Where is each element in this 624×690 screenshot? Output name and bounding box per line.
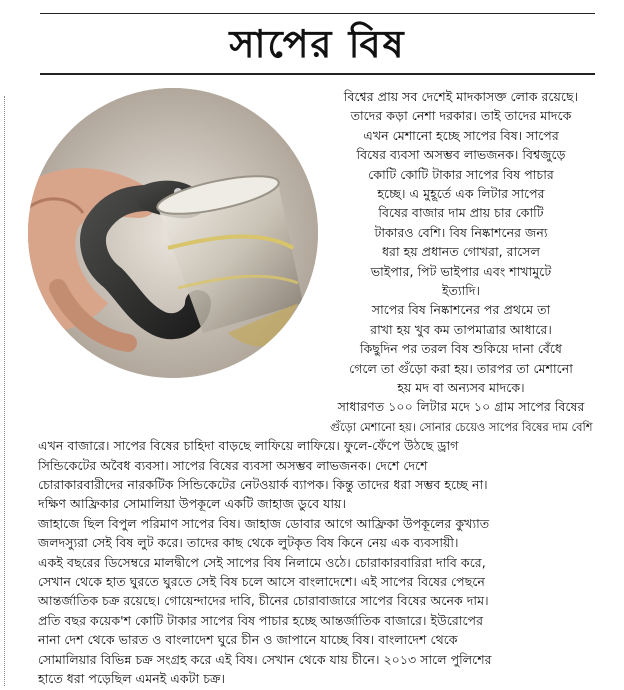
article-line: একই বছরের ডিসেম্বরে মালদ্বীপে সেই সাপের বিষ নিলামে ওঠে। চোরাকারবারিরা দাবি করে, <box>38 554 486 570</box>
headline: সাপের বিষ <box>229 21 406 66</box>
article-line: জলদস্যুরা সেই বিষ লুট করে। তাদের কাছ থেকে লুটকৃত বিষ কিনে নেয় এক ব্যবসায়ী। <box>38 535 459 551</box>
article-line: বিষের ব্যবসা অসম্ভব লাভজনক। বিশ্বজুড়ে <box>356 147 566 163</box>
article-line: চোরাকারবারীদের নারকটিক সিন্ডিকেটের নেটওয়ার্ক ব্যাপক। কিন্তু তাদের ধরা সম্ভব হচ্ছে না। <box>38 477 488 492</box>
article-line: এখন মেশানো হচ্ছে সাপের বিষ। সাপের <box>363 127 559 143</box>
article-line: আন্তর্জাতিক চক্র রয়েছে। গোয়েন্দাদের দাবি, চীনের চোরাবাজারে সাপের বিষের অনেক দাম। <box>38 593 489 609</box>
article-line: এখন বাজারে। সাপের বিষের চাহিদা বাড়ছে লাফিয়ে লাফিয়ে। ফুলে-ফেঁপে উঠছে ড্রাগ <box>38 438 459 454</box>
article-line: সাপের বিষ নিষ্কাশনের পর প্রথমে তা <box>371 302 551 318</box>
article-line: ইত্যাদি। <box>441 283 481 298</box>
article-line: জাহাজে ছিল বিপুল পরিমাণ সাপের বিষ। জাহাজ ডোবার আগে আফ্রিকা উপকূলের কুখ্যাত <box>38 515 490 531</box>
article-line: প্রতি বছর কয়েক'শ কোটি টাকার সাপের বিষ পাচার হচ্ছে আন্তর্জাতিক বাজারে। ইউরোপের <box>38 612 484 628</box>
article-line: গেলে তা গুঁড়ো করা হয়। তারপর তা মেশানো <box>349 360 573 376</box>
article-line: ধরা হয় প্রধানত গোখরা, রাসেল <box>382 244 540 260</box>
article-line: দক্ষিণ আফ্রিকার সোমালিয়া উপকূলে একটি জাহাজ ডুবে যায়। <box>38 496 346 512</box>
article-line: নানা দেশ থেকে ভারত ও বাংলাদেশ ঘুরে চীন ও জাপানে যাচ্ছে বিষ। বাংলাদেশ থেকে <box>38 632 458 648</box>
article-line: গুঁড়ো মেশানো হয়। সোনার চেয়েও সাপের বিষের দাম বেশি <box>330 419 593 434</box>
article-line: হয় মদ বা অন্যসব মাদকে। <box>397 380 525 395</box>
article-line: কোটি কোটি টাকার সাপের বিষ পাচার <box>368 166 554 182</box>
article-line: তাদের কড়া নেশা দরকার। তাই তাদের মাদকে <box>350 108 572 124</box>
article-line: ভাইপার, পিট ভাইপার এবং শাখামুটে <box>370 263 552 279</box>
article-line: হচ্ছে। এ মুহূর্তে এক লিটার সাপের <box>377 186 545 201</box>
article-line: রাখা হয় খুব কম তাপমাত্রার আধারে। <box>370 321 552 337</box>
article-line: সাধারণত ১০০ লিটার মদে ১০ গ্রাম সাপের বিষের <box>337 399 585 415</box>
article-line: হাতে ধরা পড়েছিল এমনই একটা চক্র। <box>38 671 226 686</box>
article-line: কিছুদিন পর তরল বিষ শুকিয়ে দানা বেঁধে <box>359 341 562 357</box>
article-line: সোমালিয়ার বিভিন্ন চক্র সংগ্রহ করে এই বিষ। সেখান থেকে যায় চীনে। ২০১৩ সালে পুলিশের <box>38 651 492 667</box>
article-line: বিশ্বের প্রায় সব দেশেই মাদকাসক্ত লোক রয়েছে। <box>343 89 579 104</box>
article-line: সিন্ডিকেটের অবৈধ ব্যবসা। সাপের বিষের ব্যবসা অসম্ভব লাভজনক। দেশে দেশে <box>38 457 428 473</box>
article-line: টাকারও বেশি। বিষ নিষ্কাশনের জন্য <box>374 224 548 240</box>
article-line: বিষের বাজার দাম প্রায় চার কোটি <box>378 205 544 221</box>
article-line: সেখান থেকে হাত ঘুরতে ঘুরতে সেই বিষ চলে আসে বাংলাদেশে। এই সাপের বিষের পেছনে <box>38 574 485 589</box>
